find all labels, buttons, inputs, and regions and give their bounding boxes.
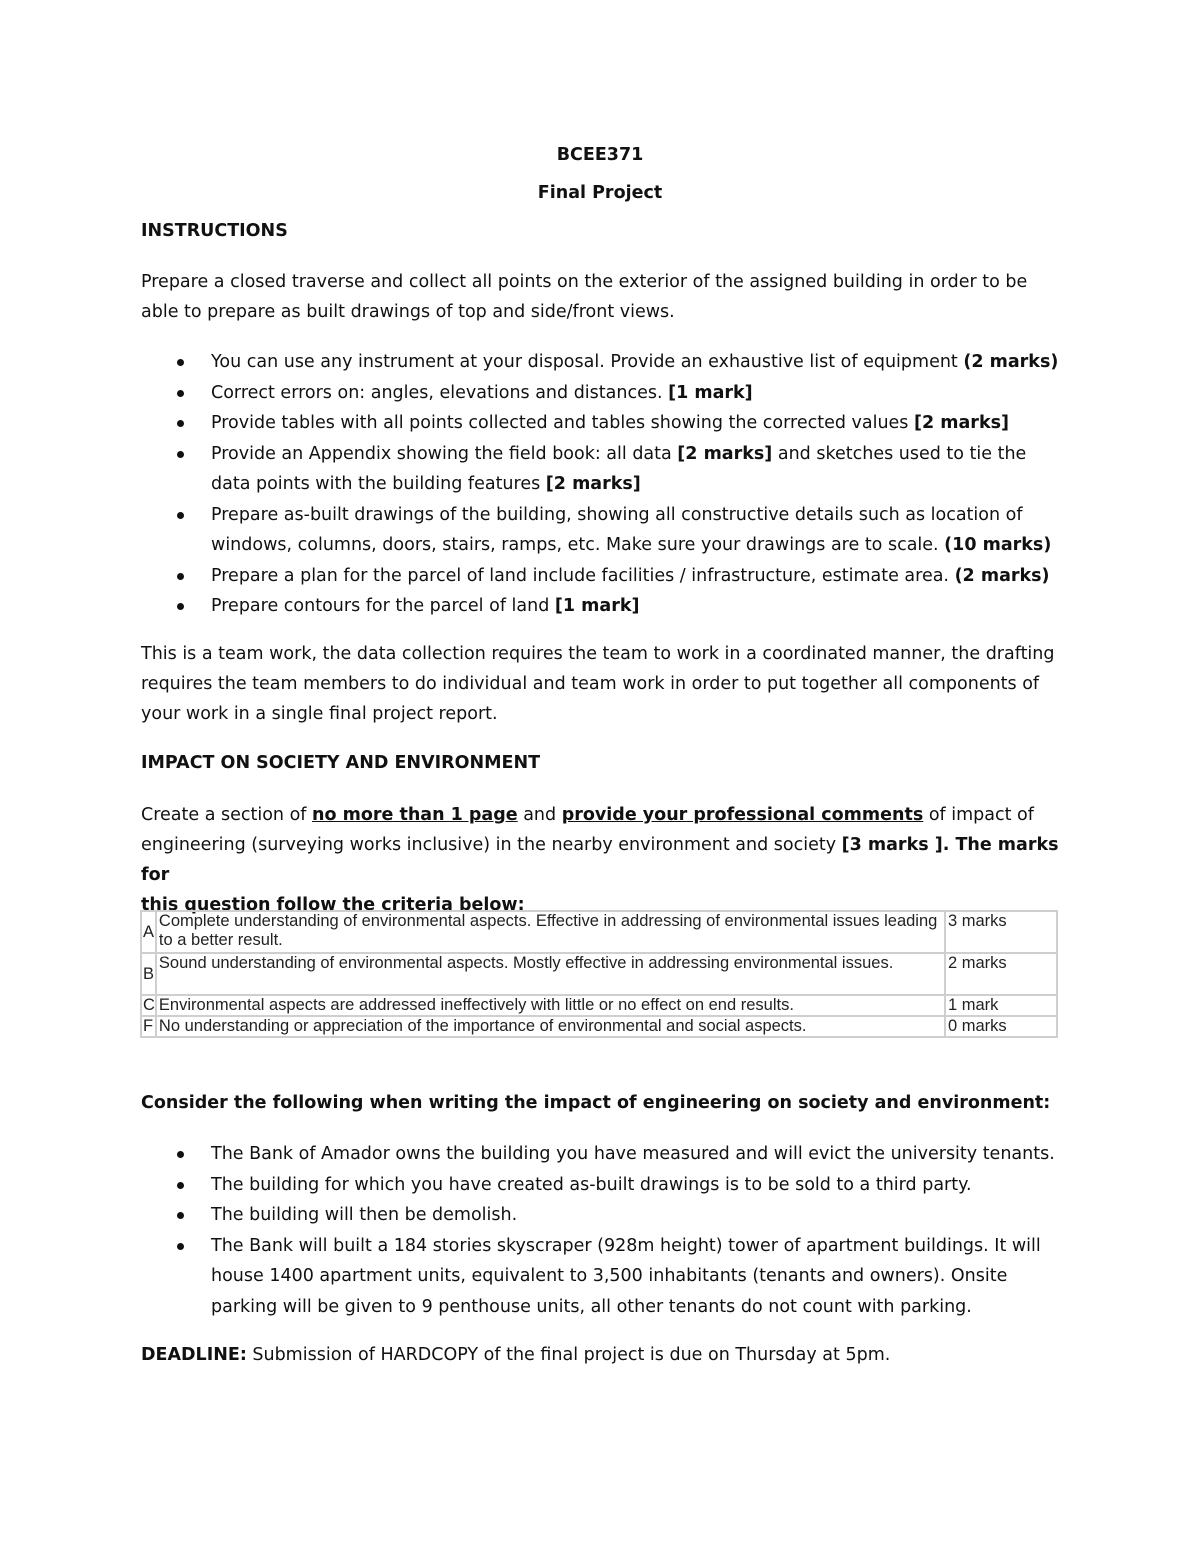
instructions-intro <box>141 267 1071 327</box>
bullet-icon <box>177 603 184 610</box>
grade-cell: B <box>141 953 156 995</box>
list-item: The Bank of Amador owns the building you have measured and will evict the university tenants. <box>141 1139 1071 1170</box>
grade-cell: A <box>141 911 156 953</box>
bullet-icon <box>177 1151 184 1158</box>
bullet-icon <box>177 390 184 397</box>
list-item: Prepare contours for the parcel of land [1 mark] <box>141 591 1071 622</box>
bullet-icon <box>177 451 184 458</box>
teamwork-paragraph <box>141 639 1071 729</box>
intro-line: Prepare a closed traverse and collect all points on the exterior of the assigned building in order to be <box>141 272 1028 292</box>
grade-cell: C <box>143 996 155 1014</box>
criteria-table <box>140 910 1058 1038</box>
bullet-icon <box>177 573 184 580</box>
bullet-icon <box>177 359 184 366</box>
bullet-icon <box>177 420 184 427</box>
paragraph-line: requires the team members to do individual and team work in order to put together all components of <box>141 674 1040 694</box>
table-row <box>141 995 1057 1016</box>
marks-cell: 3 marks <box>945 911 1057 953</box>
marks-cell: 0 marks <box>945 1016 1057 1037</box>
deadline-label: DEADLINE: <box>141 1345 247 1365</box>
page-title: Final Project <box>537 183 663 203</box>
impact-heading: IMPACT ON SOCIETY AND ENVIRONMENT <box>141 753 541 773</box>
list-item: Correct errors on: angles, elevations and distances. [1 mark] <box>141 378 1071 409</box>
paragraph-line: engineering (surveying works inclusive) in the nearby environment and society [3 marks ]. The marks for <box>141 835 1059 885</box>
list-item: Provide tables with all points collected and tables showing the corrected values [2 marks] <box>141 408 1071 439</box>
marks-cell: 2 marks <box>945 953 1057 995</box>
bullet-icon <box>177 1182 184 1189</box>
paragraph-line: this question follow the criteria below: <box>141 895 525 915</box>
instructions-heading: INSTRUCTIONS <box>141 221 288 241</box>
paragraph-line: This is a team work, the data collection requires the team to work in a coordinated manner, the drafting <box>141 644 1055 664</box>
paragraph-line: your work in a single final project report. <box>141 704 498 724</box>
list-item: The building will then be demolish. <box>141 1200 1071 1231</box>
deadline-text: Submission of HARDCOPY of the final project is due on Thursday at 5pm. <box>246 1345 891 1365</box>
intro-line: able to prepare as built drawings of top and side/front views. <box>141 302 675 322</box>
grade-cell: F <box>141 1016 156 1037</box>
list-item: You can use any instrument at your disposal. Provide an exhaustive list of equipment (2 marks) <box>141 347 1071 378</box>
paragraph-line: Create a section of no more than 1 page and provide your professional comments of impact of <box>141 805 1034 825</box>
table-row <box>141 953 1057 995</box>
criteria-cell: Environmental aspects are addressed ineffectively with little or no effect on end results. <box>156 995 945 1016</box>
bullet-icon <box>177 1243 184 1250</box>
marks-cell: 1 mark <box>945 995 1057 1016</box>
list-item: The Bank will built a 184 stories skyscraper (928m height) tower of apartment buildings. It will house 1400 apartment units, equivalent to 3,500 inhabitants (tenants and owners). Onsite parking will be given to 9 penthouse units, all other tenants do not count with parking. <box>141 1231 1071 1323</box>
list-item: Prepare as-built drawings of the building, showing all constructive details such as location of windows, columns, doors, stairs, ramps, etc. Make sure your drawings are to scale. (10 marks) <box>141 500 1071 561</box>
bullet-icon <box>177 1212 184 1219</box>
criteria-cell: Complete understanding of environmental aspects. Effective in addressing of environmental issues leading to a better result. <box>156 911 945 953</box>
criteria-cell: Sound understanding of environmental aspects. Mostly effective in addressing environmental issues. <box>156 953 945 995</box>
course-code: BCEE371 <box>556 145 644 165</box>
bullet-icon <box>177 512 184 519</box>
table-row <box>141 911 1057 953</box>
consider-heading: Consider the following when writing the impact of engineering on society and environment: <box>141 1093 1051 1113</box>
list-item: Provide an Appendix showing the field book: all data [2 marks] and sketches used to tie the data points with the building features [2 marks] <box>141 439 1071 500</box>
list-item: The building for which you have created as-built drawings is to be sold to a third party. <box>141 1170 1071 1201</box>
instructions-list <box>141 347 1071 622</box>
consider-list <box>141 1139 1071 1322</box>
deadline-line <box>141 1345 890 1365</box>
table-row <box>141 1016 1057 1037</box>
impact-paragraph <box>141 800 1071 920</box>
list-item: Prepare a plan for the parcel of land include facilities / infrastructure, estimate area. (2 marks) <box>141 561 1071 592</box>
criteria-cell: No understanding or appreciation of the importance of environmental and social aspects. <box>156 1016 945 1037</box>
